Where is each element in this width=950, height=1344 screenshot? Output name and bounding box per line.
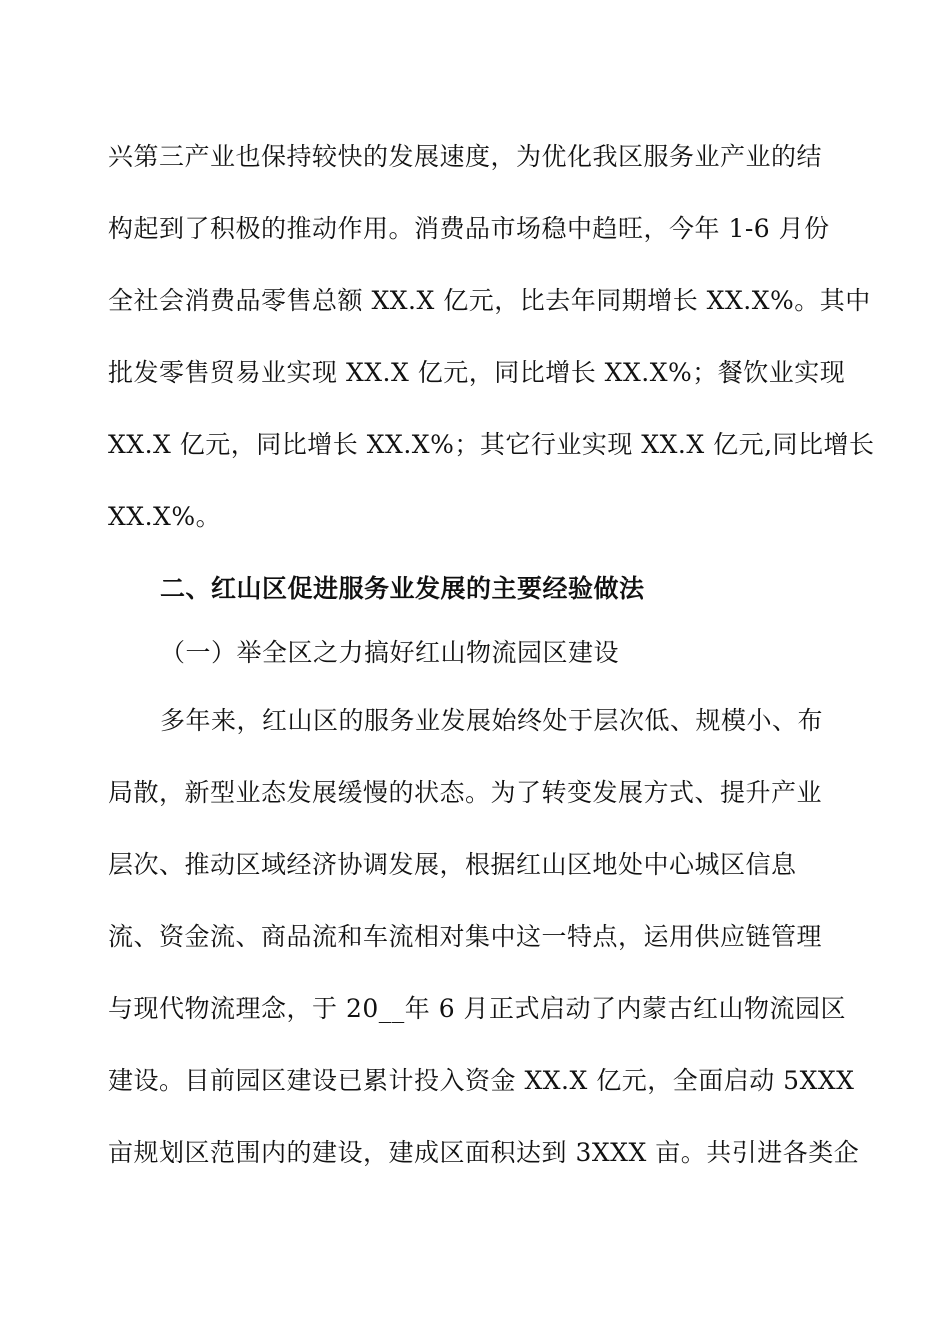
text-line: 批发零售贸易业实现 XX.X 亿元，同比增长 XX.X%；餐饮业实现 — [108, 358, 846, 387]
text-line: 流、资金流、商品流和车流相对集中这一特点，运用供应链管理 — [108, 922, 823, 951]
paragraph-first-line: 多年来，红山区的服务业发展始终处于层次低、规模小、布 — [160, 706, 824, 735]
text-line: 全社会消费品零售总额 XX.X 亿元，比去年同期增长 XX.X%。其中 — [108, 286, 871, 315]
section-heading: 二、红山区促进服务业发展的主要经验做法 — [160, 574, 645, 603]
text-line: 层次、推动区域经济协调发展，根据红山区地处中心城区信息 — [108, 850, 797, 879]
text-line: 与现代物流理念，于 20__年 6 月正式启动了内蒙古红山物流园区 — [108, 994, 847, 1023]
text-line: 构起到了积极的推动作用。消费品市场稳中趋旺，今年 1-6 月份 — [108, 214, 830, 243]
subsection-heading: （一）举全区之力搞好红山物流园区建设 — [160, 638, 620, 667]
text-line: 亩规划区范围内的建设，建成区面积达到 3XXX 亩。共引进各类企 — [108, 1138, 860, 1167]
text-line: 兴第三产业也保持较快的发展速度，为优化我区服务业产业的结 — [108, 142, 823, 171]
text-line: XX.X%。 — [108, 502, 222, 531]
text-line: 局散，新型业态发展缓慢的状态。为了转变发展方式、提升产业 — [108, 778, 823, 807]
text-line: XX.X 亿元，同比增长 XX.X%；其它行业实现 XX.X 亿元,同比增长 — [108, 430, 875, 459]
text-line: 建设。目前园区建设已累计投入资金 XX.X 亿元，全面启动 5XXX — [108, 1066, 855, 1095]
